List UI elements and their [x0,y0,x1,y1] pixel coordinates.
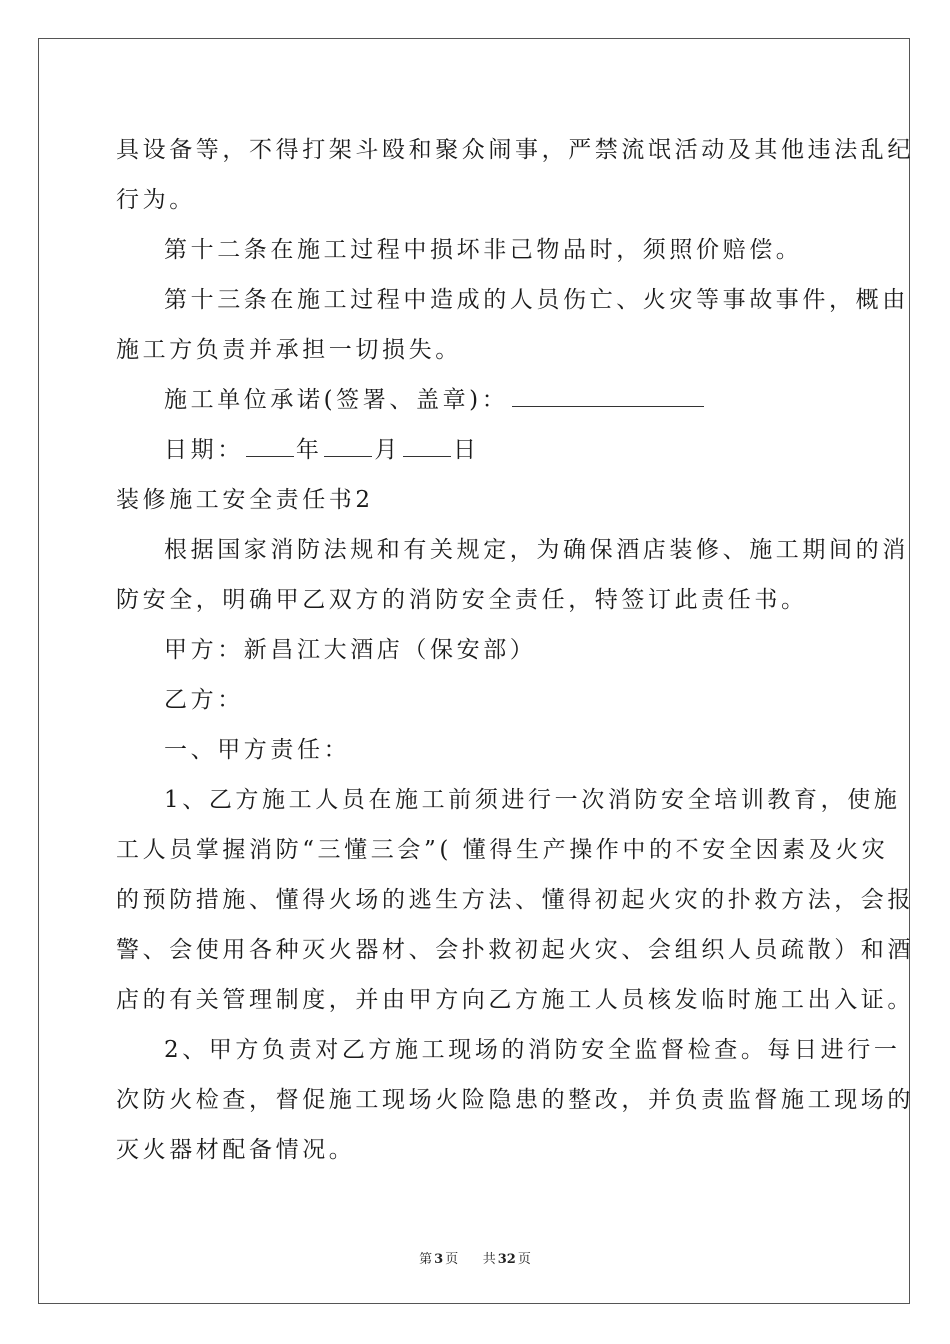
section-heading: 装修施工安全责任书2 [116,487,374,513]
page-suffix: 页 [445,1252,459,1267]
text-line: 警、会使用各种灭火器材、会扑救初起火灾、会组织人员疏散）和酒 [116,937,914,963]
total-pages: 32 [497,1252,516,1267]
text-line: 甲方：新昌江大酒店（保安部） [164,637,537,663]
paragraph-article-13 [116,275,909,375]
text-line: 第十二条在施工过程中损坏非己物品时，须照价赔偿。 [164,237,803,263]
signature-label: 施工单位承诺(签署、盖章)： [164,387,509,413]
page-number: 3 [434,1252,444,1267]
document-body [116,125,914,1175]
month-blank [324,436,372,457]
text-line: 次防火检查，督促施工现场火险隐患的整改，并负责监督施工现场的 [116,1087,914,1113]
paragraph-signature [116,375,838,425]
section-title [116,475,838,525]
date-line [116,425,838,475]
text-line: 具设备等，不得打架斗殴和聚众闹事，严禁流氓活动及其他违法乱纪 [116,137,914,163]
paragraph-party-a [116,625,838,675]
page-prefix: 第 [419,1252,433,1267]
text-line: 的预防措施、懂得火场的逃生方法、懂得初起火灾的扑救方法，会报 [116,887,914,913]
paragraph-date [116,425,838,475]
text-line: 2、甲方负责对乙方施工现场的消防安全监督检查。每日进行一 [164,1037,901,1063]
text-line: 根据国家消防法规和有关规定，为确保酒店装修、施工期间的消 [164,537,909,563]
text-line: 第十三条在施工过程中造成的人员伤亡、火灾等事故事件，概由 [164,287,909,313]
page-footer [0,1248,950,1267]
text-line: 1、乙方施工人员在施工前须进行一次消防安全培训教育，使施 [164,787,901,813]
text-line: 行为。 [116,187,196,213]
paragraph-article-12 [116,225,838,275]
year-label: 年 [295,437,323,463]
text-line: 一、甲方责任： [164,737,351,763]
day-blank [403,436,451,457]
paragraph-continuation [116,125,914,225]
total-prefix: 共 [482,1252,496,1267]
text-line: 灭火器材配备情况。 [116,1137,356,1163]
year-blank [246,436,294,457]
paragraph-item-2 [116,1025,914,1175]
paragraph-heading-a [116,725,838,775]
day-label: 日 [453,437,480,463]
month-label: 月 [374,437,402,463]
paragraph-item-1 [116,775,914,1025]
signature-blank [512,386,704,407]
text-line: 店的有关管理制度，并由甲方向乙方施工人员核发临时施工出入证。 [116,987,914,1013]
signature-line [116,375,838,425]
text-line: 施工方负责并承担一切损失。 [116,337,462,363]
total-suffix: 页 [517,1252,531,1267]
date-label: 日期： [164,437,244,463]
text-line: 乙方： [164,687,244,713]
paragraph-party-b [116,675,838,725]
page-indicator [417,1252,460,1267]
text-line: 防安全，明确甲乙双方的消防安全责任，特签订此责任书。 [116,587,808,613]
paragraph-intro [116,525,909,625]
text-line: 工人员掌握消防“三懂三会”( 懂得生产操作中的不安全因素及火灾 [116,837,889,863]
total-indicator [481,1252,533,1267]
